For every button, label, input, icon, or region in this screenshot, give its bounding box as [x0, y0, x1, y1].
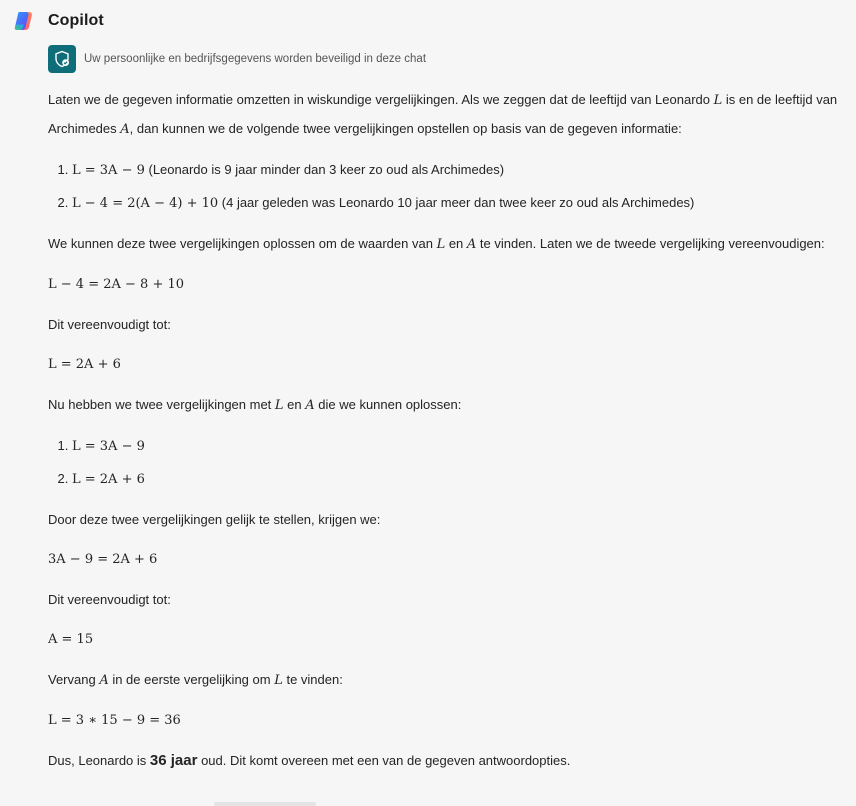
- equation-expanded: L − 4 = 2A − 8 + 10: [48, 277, 185, 292]
- var-A: A: [99, 673, 109, 688]
- var-L: L: [713, 93, 723, 108]
- equation: L = 2A + 6: [72, 472, 145, 487]
- var-L: L: [274, 398, 284, 413]
- solve-paragraph: We kunnen deze twee vergelijkingen oplossen om de waarden van L en A te vinden. Laten we de tweede vergelijking vereenvoudigen:: [48, 236, 825, 252]
- assistant-message: [48, 86, 838, 787]
- list-item: [72, 465, 838, 494]
- now-paragraph: Nu hebben we twee vergelijkingen met L en A die we kunnen oplossen:: [48, 397, 462, 413]
- var-L: L: [436, 237, 446, 252]
- equate-text: Door deze twee vergelijkingen gelijk te stellen, krijgen we:: [48, 512, 381, 527]
- var-A: A: [466, 237, 477, 252]
- simplifies-text: Dit vereenvoudigt tot:: [48, 317, 171, 332]
- copilot-logo-icon: [12, 9, 36, 33]
- privacy-text: Uw persoonlijke en bedrijfsgegevens worden beveiligd in deze chat: [84, 53, 427, 65]
- var-L: L: [274, 673, 283, 688]
- simplifies-text: Dit vereenvoudigt tot:: [48, 592, 171, 607]
- equation-a-value: A = 15: [48, 632, 94, 647]
- equation-note: (Leonardo is 9 jaar minder dan 3 keer zo oud als Archimedes): [144, 162, 505, 177]
- app-title: Copilot: [48, 12, 104, 29]
- list-item: [72, 156, 838, 185]
- answer-highlight: 36 jaar: [149, 752, 198, 769]
- equation-l-value: L = 3 ∗ 15 − 9 = 36: [48, 713, 181, 728]
- scroll-indicator[interactable]: [214, 802, 316, 806]
- equation-simplified: L = 2A + 6: [48, 357, 121, 372]
- equation-equated: 3A − 9 = 2A + 6: [48, 552, 158, 567]
- var-A: A: [120, 122, 130, 137]
- shield-check-icon: [48, 45, 76, 73]
- equation-list-1: [48, 156, 838, 218]
- equation: L = 3A − 9: [72, 439, 145, 454]
- var-A: A: [305, 398, 315, 413]
- list-item: [72, 189, 838, 218]
- final-paragraph: Dus, Leonardo is 36 jaar oud. Dit komt overeen met een van de gegeven antwoordopties.: [48, 752, 571, 769]
- equation-list-2: [48, 432, 838, 494]
- privacy-notice: [48, 45, 426, 73]
- intro-paragraph: Laten we de gegeven informatie omzetten in wiskundige vergelijkingen. Als we zeggen dat de leeftijd van Leonardo L is en de leeftijd van Archimedes A, dan kunnen we de volgende twee vergelijkingen opstellen op basis van de gegeven informatie:: [48, 92, 838, 137]
- equation-note: (4 jaar geleden was Leonardo 10 jaar meer dan twee keer zo oud als Archimedes): [218, 195, 695, 210]
- chat-header: [12, 9, 104, 33]
- equation: L − 4 = 2(A − 4) + 10: [72, 196, 219, 211]
- list-item: [72, 432, 838, 461]
- equation: L = 3A − 9: [72, 163, 145, 178]
- replace-paragraph: Vervang A in de eerste vergelijking om L te vinden:: [48, 672, 343, 688]
